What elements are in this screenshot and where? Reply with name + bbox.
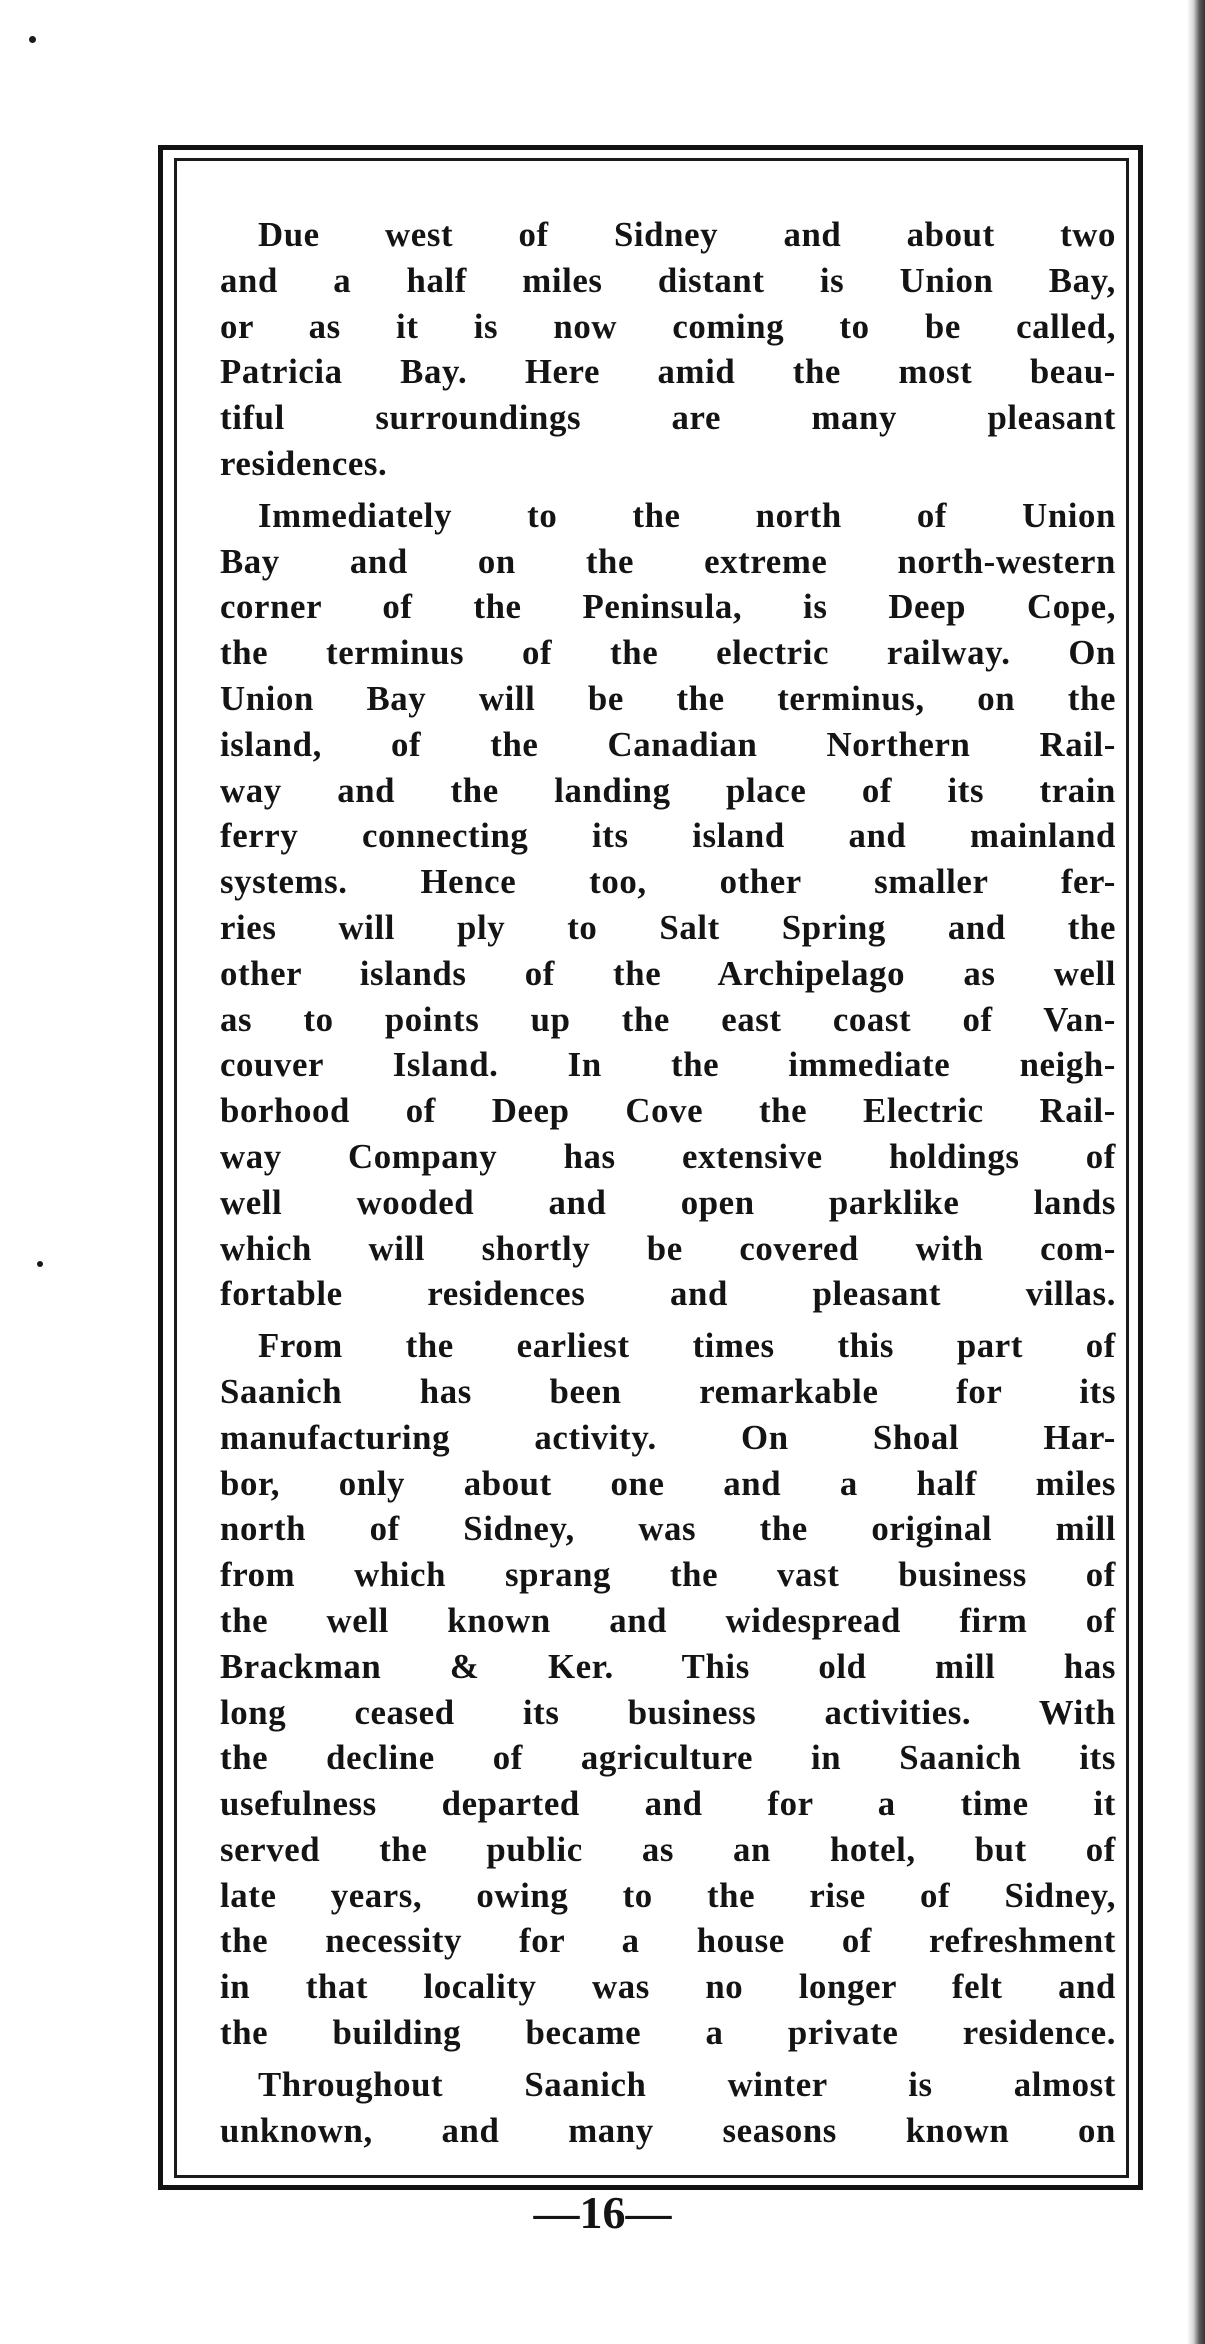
text-line: systems. Hence too, other smaller fer- bbox=[220, 862, 1116, 902]
text-line: way Company has extensive holdings of bbox=[220, 1136, 1116, 1176]
text-line: Brackman & Ker. This old mill has bbox=[220, 1646, 1116, 1686]
text-line: borhood of Deep Cove the Electric Rail- bbox=[220, 1091, 1116, 1131]
text-line: island, of the Canadian Northern Rail- bbox=[220, 724, 1116, 764]
text-line: Due west of Sidney and about two bbox=[258, 215, 1116, 254]
text-line: Patricia Bay. Here amid the most beau- bbox=[220, 352, 1116, 392]
text-line: manufacturing activity. On Shoal Har- bbox=[220, 1417, 1116, 1457]
text-line: fortable residences and pleasant villas. bbox=[220, 1274, 1116, 1314]
article-body bbox=[220, 212, 1116, 2153]
paragraph-2 bbox=[220, 493, 1116, 1317]
text-line: tiful surroundings are many pleasant bbox=[220, 398, 1116, 438]
text-line: other islands of the Archipelago as well bbox=[220, 953, 1116, 993]
text-line: the decline of agriculture in Saanich its bbox=[220, 1738, 1116, 1778]
text-line: corner of the Peninsula, is Deep Cope, bbox=[220, 587, 1116, 627]
paragraph-3 bbox=[220, 1323, 1116, 2056]
paragraph-4 bbox=[220, 2062, 1116, 2154]
ink-speck-middle bbox=[37, 1261, 43, 1267]
text-line: or as it is now coming to be called, bbox=[220, 306, 1116, 346]
text-line: Throughout Saanich winter is almost bbox=[258, 2064, 1116, 2104]
text-line: in that locality was no longer felt and bbox=[220, 1967, 1116, 2007]
text-line: residences. bbox=[220, 443, 388, 483]
text-line: way and the landing place of its train bbox=[220, 770, 1116, 810]
text-line: bor, only about one and a half miles bbox=[220, 1463, 1116, 1503]
text-line: as to points up the east coast of Van- bbox=[220, 999, 1116, 1039]
text-line: which will shortly be covered with com- bbox=[220, 1228, 1116, 1268]
text-line: From the earliest times this part of bbox=[258, 1326, 1116, 1366]
page-number: —16— bbox=[533, 2187, 672, 2238]
text-line: Union Bay will be the terminus, on the bbox=[220, 678, 1116, 718]
text-line: served the public as an hotel, but of bbox=[220, 1829, 1116, 1869]
paragraph-1 bbox=[220, 212, 1116, 487]
ink-speck-top bbox=[29, 36, 36, 43]
text-line: unknown, and many seasons known on bbox=[220, 2110, 1116, 2150]
text-line: usefulness departed and for a time it bbox=[220, 1784, 1116, 1824]
text-line: and a half miles distant is Union Bay, bbox=[220, 260, 1116, 300]
text-line: north of Sidney, was the original mill bbox=[220, 1509, 1116, 1549]
text-line: ferry connecting its island and mainland bbox=[220, 816, 1116, 856]
text-line: from which sprang the vast business of bbox=[220, 1555, 1116, 1595]
text-line: couver Island. In the immediate neigh- bbox=[220, 1045, 1116, 1085]
text-line: well wooded and open parklike lands bbox=[220, 1182, 1116, 1222]
text-line: Saanich has been remarkable for its bbox=[220, 1371, 1116, 1411]
text-line: the necessity for a house of refreshment bbox=[220, 1921, 1116, 1961]
text-line: the terminus of the electric railway. On bbox=[220, 633, 1116, 673]
text-line: late years, owing to the rise of Sidney, bbox=[220, 1875, 1116, 1915]
scan-edge-shadow bbox=[1187, 0, 1205, 2344]
text-line: ries will ply to Salt Spring and the bbox=[220, 907, 1116, 947]
text-line: long ceased its business activities. With bbox=[220, 1692, 1116, 1732]
text-line: Bay and on the extreme north-western bbox=[220, 541, 1116, 581]
text-line: Immediately to the north of Union bbox=[258, 495, 1116, 535]
text-line: the building became a private residence. bbox=[220, 2013, 1116, 2053]
text-line: the well known and widespread firm of bbox=[220, 1600, 1116, 1640]
